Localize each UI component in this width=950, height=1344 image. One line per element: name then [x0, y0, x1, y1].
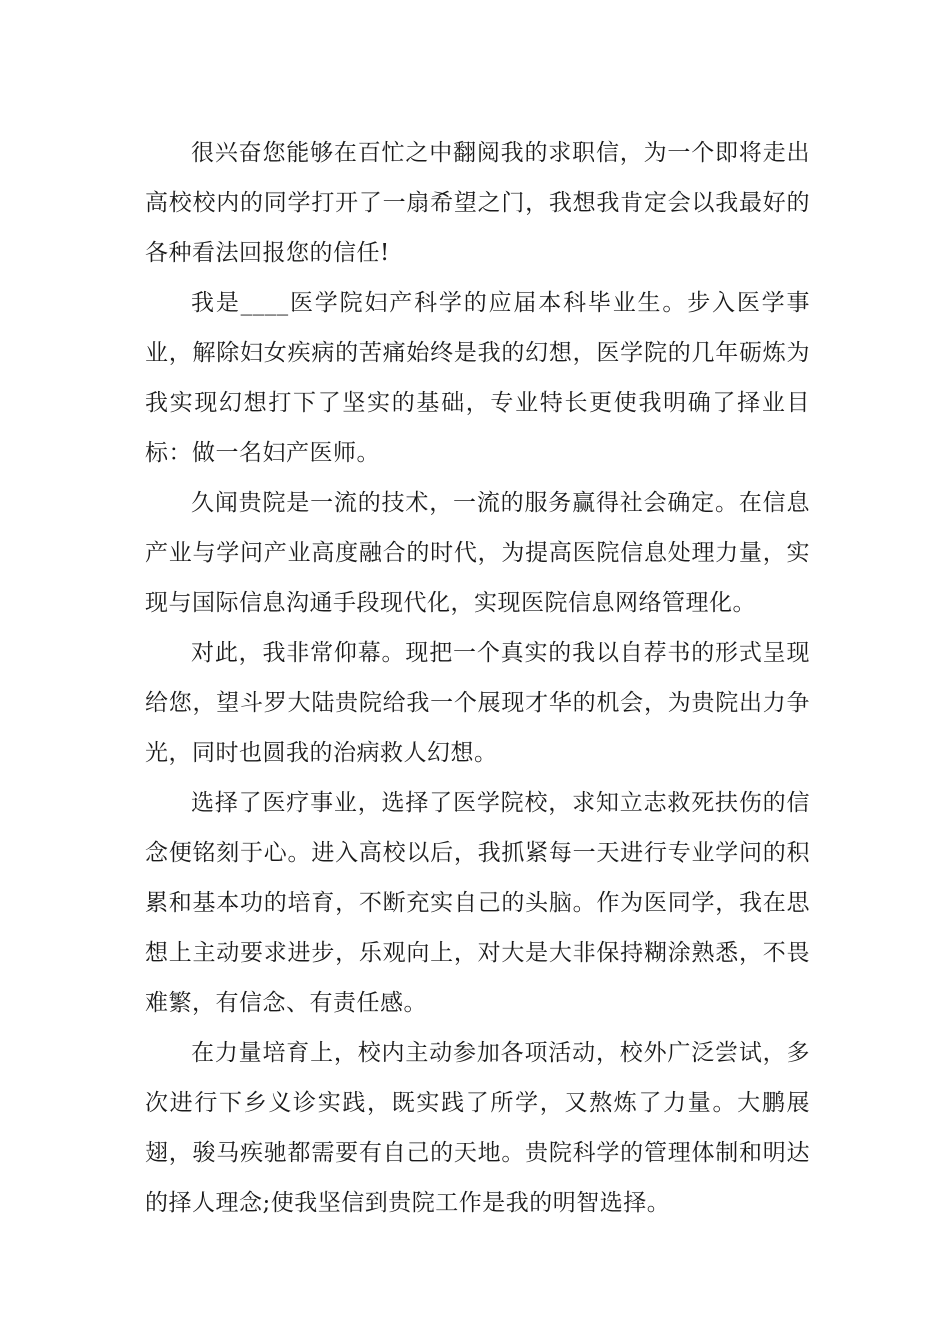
paragraph-4: 对此，我非常仰幕。现把一个真实的我以自荐书的形式呈现给您，望斗罗大陆贵院给我一个展现才华的机会，为贵院出力争光，同时也圆我的治病救人幻想。 [145, 640, 810, 766]
letter-body [145, 128, 810, 1228]
paragraph-5: 选择了医疗事业，选择了医学院校，求知立志救死扶伤的信念便铭刻于心。进入高校以后，我抓紧每一天进行专业学问的积累和基本功的培育，不断充实自己的头脑。作为医同学，我在思想上主动要求进步，乐观向上，对大是大非保持糊涂熟悉，不畏难繁，有信念、有责任感。 [145, 790, 810, 1016]
paragraph-1: 很兴奋您能够在百忙之中翻阅我的求职信，为一个即将走出高校校内的同学打开了一扇希望之门，我想我肯定会以我最好的各种看法回报您的信任! [145, 140, 810, 266]
paragraph-2: 我是____医学院妇产科学的应届本科毕业生。步入医学事业，解除妇女疾病的苦痛始终是我的幻想，医学院的几年砺炼为我实现幻想打下了坚实的基础，专业特长更使我明确了择业目标：做一名妇产医师。 [145, 290, 810, 466]
paragraph-3: 久闻贵院是一流的技术，一流的服务赢得社会确定。在信息产业与学问产业高度融合的时代，为提高医院信息处理力量，实现与国际信息沟通手段现代化，实现医院信息网络管理化。 [145, 490, 810, 616]
paragraph-6: 在力量培育上，校内主动参加各项活动，校外广泛尝试，多次进行下乡义诊实践，既实践了所学，又熬炼了力量。大鹏展翅，骏马疾驰都需要有自己的天地。贵院科学的管理体制和明达的择人理念;使我坚信到贵院工作是我的明智选择。 [145, 1040, 810, 1216]
